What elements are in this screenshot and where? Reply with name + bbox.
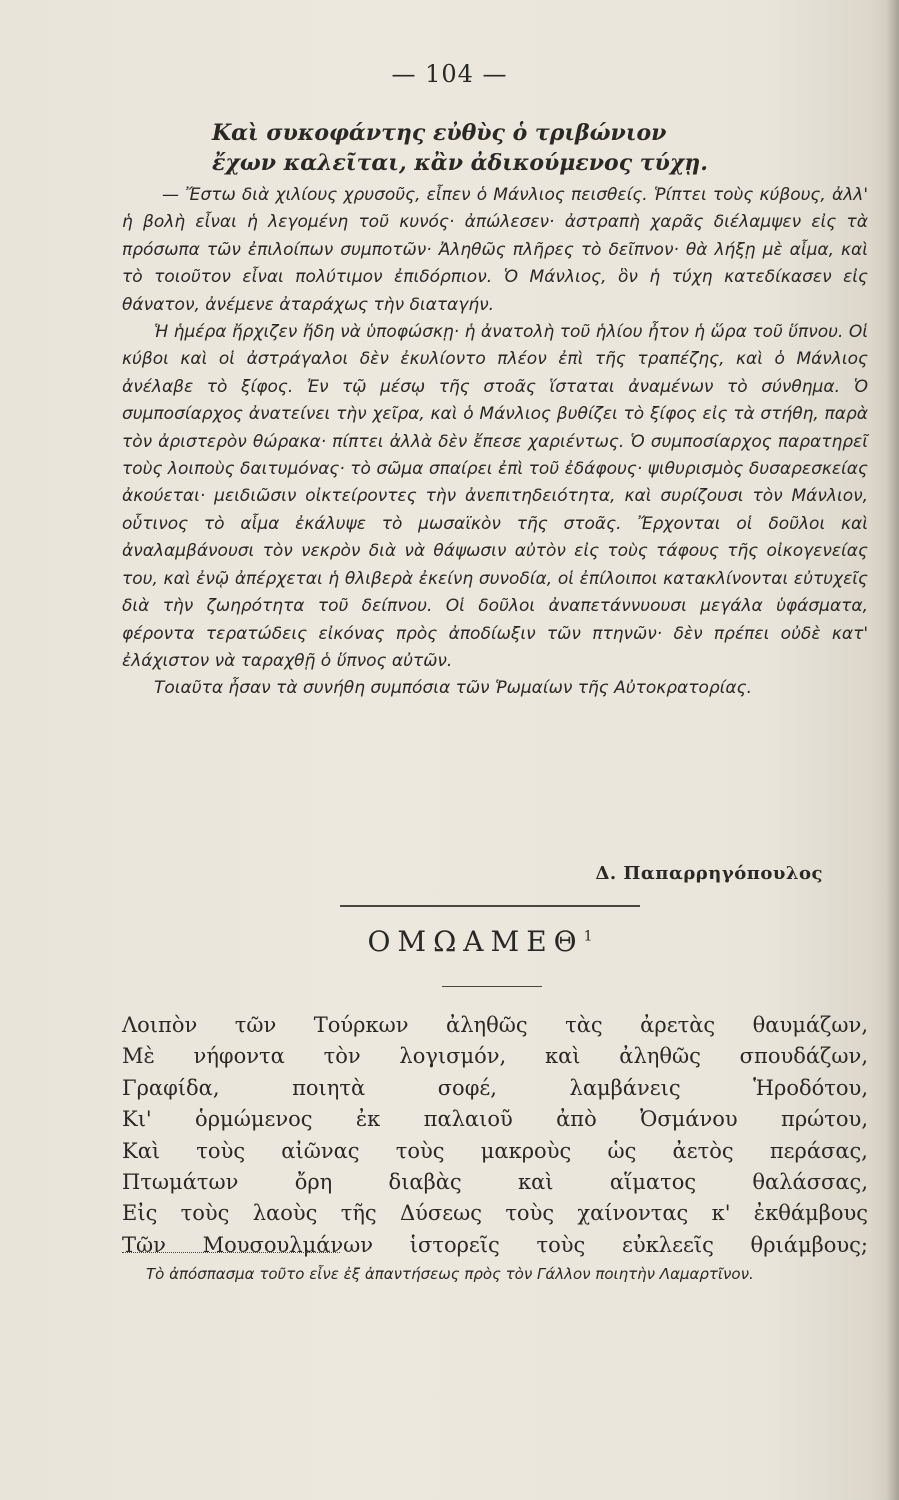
prose-paragraph: Ἡ ἡμέρα ἤρχιζεν ἤδη νὰ ὑποφώσκῃ· ἡ ἀνατολὴ τοῦ ἡλίου ἦτον ἡ ὥρα τοῦ ὕπνου. Οἱ κύβοι καὶ οἱ ἀστράγαλοι δὲν ἐκυλίοντο πλέον ἐπὶ τῆς τραπέζης, καὶ ὁ Μάνλιος ἀνέλαβε τὸ ξίφος. Ἐν τῷ μέσῳ τῆς στοᾶς ἵσταται ἀναμένων τὸ σύνθημα. Ὁ συμποσίαρχος ἀνατείνει τὴν χεῖρα, καὶ ὁ Μάνλιος βυθίζει τὸ ξίφος εἰς τὰ στήθη, παρὰ τὸν ἀριστερὸν θώρακα· πίπτει ἀλλὰ δὲν ἔπεσε χαριέντως. Ὁ συμποσίαρχος παρατηρεῖ τοὺς λοιποὺς δαιτυμόνας· τὸ σῶμα σπαίρει ἐπὶ τοῦ ἐδάφους· ψιθυρισμὸς δυσαρεσκείας ἀκούεται· μειδιῶσιν οἰκτείροντες τὴν ἀνεπιτηδειότητα, καὶ συρίζουσι τὸν Μάνλιον, οὗτινος τὸ αἷμα ἐκάλυψε τὸ μωσαϊκὸν τῆς στοᾶς. Ἔρχονται οἱ δοῦλοι καὶ ἀναλαμβάνουσι τὸν νεκρὸν διὰ νὰ θάψωσιν αὐτὸν εἰς τοὺς τάφους τῆς οἰκογενείας του, καὶ ἐνῷ ἀπέρχεται ἡ θλιβερὰ ἐκείνη συνοδία, οἱ ἐπίλοιποι κατακλίνονται εὐτυχεῖς διὰ τὴν ζωηρότητα τοῦ δείπνου. Οἱ δοῦλοι ἀναπετάννυουσι μεγάλα ὑφάσματα, φέροντα τερατώδεις εἰκόνας πρὸς ἀποδίωξιν τῶν πτηνῶν· δὲν πρέπει οὐδὲ κατ' ἐλάχιστον νὰ ταραχθῇ ὁ ὕπνος αὐτῶν. xyxy=(122,322,868,671)
poem-line: Μὲ νήφοντα τὸν λογισμόν, καὶ ἀληθῶς σπουδάζων, xyxy=(122,1044,868,1069)
prose-paragraph: Τοιαῦτα ἦσαν τὰ συνήθη συμπόσια τῶν Ῥωμαίων τῆς Αὐτοκρατορίας. xyxy=(154,678,753,699)
footnote-marker: 1 xyxy=(583,928,593,945)
poem-line: Τῶν Μουσουλμάνων ἱστορεῖς τοὺς εὐκλεεῖς θριάμβους; xyxy=(122,1232,868,1257)
footnote xyxy=(122,1262,868,1286)
poem-line: Πτωμάτων ὄρη διαβὰς καὶ αἵματος θαλάσσας, xyxy=(122,1170,868,1195)
intro-verse xyxy=(212,118,772,178)
intro-line: Καὶ συκοφάντης εὐθὺς ὁ τριβώνιον xyxy=(212,120,667,146)
page-binding-shadow xyxy=(887,0,899,1500)
section-divider-bottom xyxy=(442,986,542,987)
footnote-separator xyxy=(122,1252,340,1253)
poem-line: Κι' ὁρμώμενος ἐκ παλαιοῦ ἀπὸ Ὀσμάνου πρώτου, xyxy=(122,1107,868,1132)
poem-title-text: ΟΜΩΑΜΕΘ xyxy=(367,925,584,958)
intro-line: ἔχων καλεῖται, κἂν ἀδικούμενος τύχῃ. xyxy=(212,150,708,176)
poem-title xyxy=(0,925,899,958)
footnote-text: Τὸ ἀπόσπασμα τοῦτο εἶνε ἐξ ἀπαντήσεως πρὸς τὸν Γάλλον ποιητὴν Λαμαρτῖνον. xyxy=(146,1265,754,1283)
section-divider-top xyxy=(340,905,640,907)
poem-body xyxy=(122,1010,868,1261)
poem-line: Καὶ τοὺς αἰῶνας τοὺς μακροὺς ὡς ἀετὸς περάσας, xyxy=(122,1138,868,1163)
prose-paragraph: — Ἔστω διὰ χιλίους χρυσοῦς, εἶπεν ὁ Μάνλιος πεισθείς. Ῥίπτει τοὺς κύβους, ἀλλ' ἡ βολὴ εἶναι ἡ λεγομένη τοῦ κυνός· ἀπώλεσεν· ἀστραπὴ χαρᾶς διέλαμψεν εἰς τὰ πρόσωπα τῶν ἐπιλοίπων συμποτῶν· Ἀληθῶς πλῆρες τὸ δεῖπνον· θὰ λήξῃ μὲ αἷμα, καὶ τὸ τοιοῦτον εἶναι πολύτιμον ἐπιδόρπιον. Ὁ Μάνλιος, ὃν ἡ τύχη κατεδίκασεν εἰς θάνατον, ἀνέμενε ἀταράχως τὴν διαταγήν. xyxy=(122,185,868,315)
poem-line: Εἰς τοὺς λαοὺς τῆς Δύσεως τοὺς χαίνοντας κ' ἐκθάμβους xyxy=(122,1201,868,1226)
page-number: — 104 — xyxy=(391,60,508,88)
poem-line: Λοιπὸν τῶν Τούρκων ἀληθῶς τὰς ἀρετὰς θαυμάζων, xyxy=(122,1013,868,1037)
poem-line: Γραφίδα, ποιητὰ σοφέ, λαμβάνεις Ἡροδότου, xyxy=(122,1075,868,1100)
author-signature: Δ. Παπαρρηγόπουλος xyxy=(595,863,823,884)
prose-body xyxy=(122,182,868,703)
